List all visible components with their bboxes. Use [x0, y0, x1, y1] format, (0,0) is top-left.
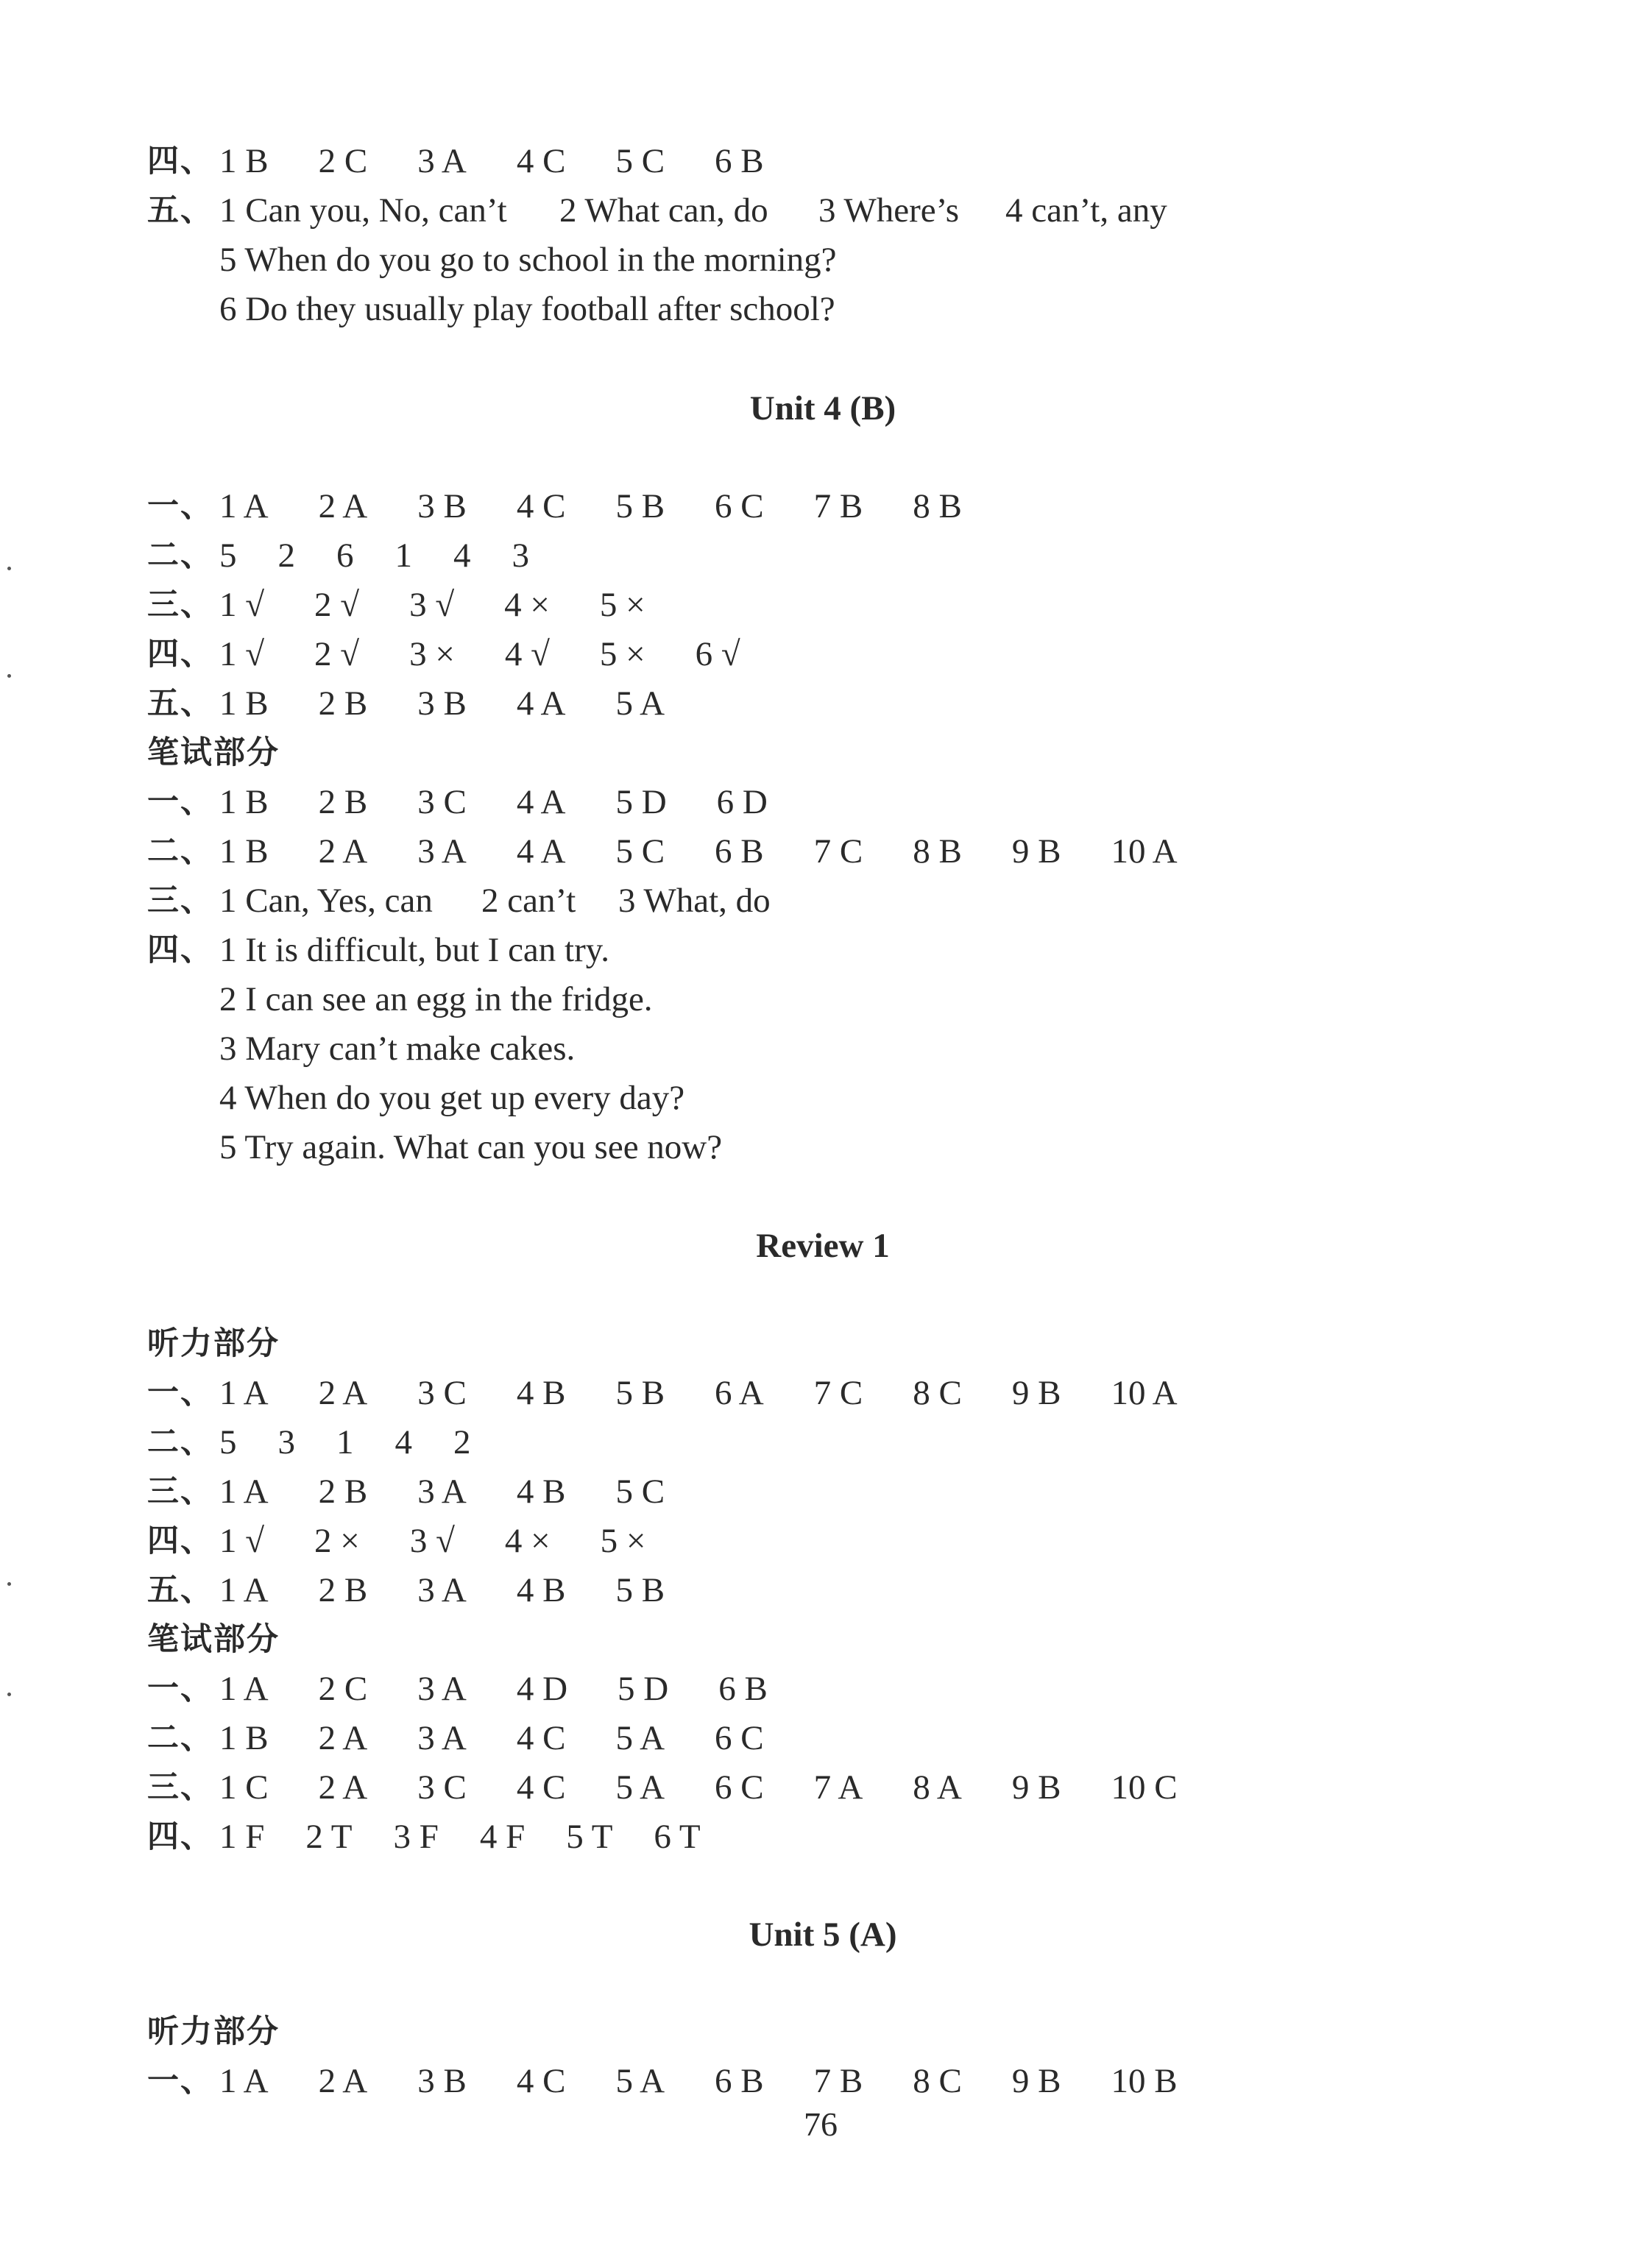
question-label: 一、 — [147, 488, 213, 525]
answer-item: 7 C — [813, 832, 863, 871]
answer-item: 3 What, do — [618, 882, 771, 920]
question-label: 三、 — [147, 882, 213, 919]
answer-item: 1 √ — [219, 1522, 265, 1560]
answer-items — [219, 827, 1228, 876]
answer-item: 2 × — [314, 1522, 360, 1560]
answer-item: 5 B — [615, 1571, 665, 1609]
answer-item: 9 B — [1011, 2062, 1061, 2100]
answer-items — [219, 679, 715, 728]
answer-item: 5 A — [615, 2062, 665, 2100]
question-label: 四、 — [147, 1818, 213, 1855]
answer-items — [219, 1763, 1228, 1812]
answer-item: 2 A — [318, 1768, 368, 1807]
answer-item: 1 A — [219, 1374, 269, 1412]
answer-item: 2 — [453, 1423, 471, 1461]
answer-item: 8 C — [913, 1374, 962, 1412]
answer-item: 4 F — [479, 1818, 526, 1856]
answer-item: 6 — [336, 536, 354, 575]
answer-item: 2 A — [318, 832, 368, 871]
answer-item: 10 B — [1111, 2062, 1178, 2100]
question-label: 一、 — [147, 2063, 213, 2099]
answer-item: 6 B — [715, 2062, 764, 2100]
part-title-written: 笔试部分 — [147, 734, 280, 771]
section-title-review-1: Review 1 — [756, 1227, 890, 1265]
answer-item: 1 Can you, No, can’t — [219, 191, 507, 230]
answer-item: 2 B — [318, 1473, 368, 1511]
section-title-unit-4b: Unit 4 (B) — [749, 389, 896, 428]
sentence-text: 3 Mary can’t make cakes. — [219, 1030, 576, 1068]
sentence-text: 6 Do they usually play football after school? — [219, 290, 835, 328]
answer-item: 2 A — [318, 1719, 368, 1757]
answer-item: 4 C — [516, 1768, 566, 1807]
answer-item: 7 B — [813, 2062, 863, 2100]
answer-item: 7 C — [813, 1374, 863, 1412]
answer-item: 4 — [453, 536, 471, 575]
answer-item: 6 B — [715, 142, 764, 180]
answer-item: 1 — [395, 536, 412, 575]
answer-item: 5 B — [615, 487, 665, 525]
answer-items — [219, 531, 570, 580]
question-label: 二、 — [147, 1720, 213, 1757]
answer-item: 5 T — [566, 1818, 613, 1856]
answer-item: 1 √ — [219, 586, 265, 624]
answer-item: 5 — [219, 1423, 237, 1461]
answer-item: 1 √ — [219, 635, 265, 673]
answer-item: 9 B — [1011, 1768, 1061, 1807]
scan-mark — [7, 1693, 11, 1696]
answer-item: 3 √ — [409, 586, 455, 624]
answer-item: 2 C — [318, 1670, 368, 1708]
question-label: 三、 — [147, 1473, 213, 1510]
answer-item: 5 C — [615, 1473, 665, 1511]
answer-item: 2 C — [318, 142, 368, 180]
answer-item: 5 A — [615, 684, 665, 723]
question-label: 三、 — [147, 587, 213, 623]
question-label: 四、 — [147, 932, 213, 968]
part-title-written: 笔试部分 — [147, 1621, 280, 1658]
answer-item: 3 B — [417, 487, 467, 525]
part-title-listening: 听力部分 — [147, 2013, 280, 2050]
answer-item: 1 B — [219, 1719, 269, 1757]
question-label: 二、 — [147, 833, 213, 870]
answer-items — [219, 2057, 1228, 2105]
answer-item: 3 F — [393, 1818, 439, 1856]
answer-item: 2 B — [318, 1571, 368, 1609]
answer-item: 1 A — [219, 1670, 269, 1708]
answer-item: 3 C — [417, 783, 467, 821]
answer-item: 4 C — [516, 2062, 566, 2100]
answer-item: 5 C — [615, 142, 665, 180]
answer-item: 6 D — [716, 783, 768, 821]
answer-item: 5 A — [615, 1768, 665, 1807]
answer-item: 4 A — [516, 832, 566, 871]
part-title-listening: 听力部分 — [147, 1325, 280, 1362]
answer-item: 4 A — [516, 783, 566, 821]
answer-item: 2 A — [318, 1374, 368, 1412]
answer-item: 3 B — [417, 684, 467, 723]
answer-item: 4 B — [516, 1473, 566, 1511]
answer-item: 8 C — [913, 2062, 962, 2100]
answer-item: 4 C — [516, 142, 566, 180]
sentence-text: 5 When do you go to school in the morning? — [219, 241, 837, 279]
answer-item: 1 Can, Yes, can — [219, 882, 433, 920]
answer-item: 6 B — [715, 832, 764, 871]
answer-item: 1 C — [219, 1768, 269, 1807]
scan-mark — [7, 567, 11, 570]
answer-item: 5 C — [615, 832, 665, 871]
answer-item: 5 D — [618, 1670, 669, 1708]
answer-items — [219, 137, 814, 185]
question-label: 四、 — [147, 143, 213, 180]
question-label: 五、 — [147, 685, 213, 722]
question-label: 一、 — [147, 784, 213, 821]
answer-item: 4 D — [516, 1670, 568, 1708]
answer-item: 3 × — [409, 635, 455, 673]
answer-item: 8 A — [913, 1768, 962, 1807]
question-label: 五、 — [147, 192, 213, 229]
answer-item: 6 A — [715, 1374, 764, 1412]
answer-item: 4 A — [516, 684, 566, 723]
answer-item: 2 can’t — [481, 882, 576, 920]
answer-item: 1 F — [219, 1818, 265, 1856]
answer-item: 4 can’t, any — [1005, 191, 1167, 230]
question-label: 二、 — [147, 1424, 213, 1461]
answer-item: 2 — [277, 536, 295, 575]
question-label: 一、 — [147, 1670, 213, 1707]
question-label: 二、 — [147, 537, 213, 574]
answer-item: 10 A — [1111, 832, 1178, 871]
question-label: 三、 — [147, 1769, 213, 1806]
answer-item: 7 A — [813, 1768, 863, 1807]
sentence-text: 5 Try again. What can you see now? — [219, 1128, 723, 1166]
answer-item: 1 A — [219, 2062, 269, 2100]
answer-item: 3 A — [417, 1670, 467, 1708]
answer-items — [219, 1517, 696, 1565]
answer-item: 4 — [395, 1423, 412, 1461]
answer-item: 3 √ — [409, 1522, 455, 1560]
answer-item: 2 What can, do — [559, 191, 768, 230]
answer-item: 5 D — [615, 783, 667, 821]
answer-item: 3 A — [417, 142, 467, 180]
page-number: 76 — [804, 2105, 838, 2143]
answer-item: 5 — [219, 536, 237, 575]
answer-item: 6 T — [654, 1818, 701, 1856]
answer-item: 3 — [277, 1423, 295, 1461]
answer-item: 6 √ — [695, 635, 740, 673]
answer-items — [219, 581, 696, 629]
answer-items — [219, 778, 818, 826]
answer-item: 1 A — [219, 1571, 269, 1609]
answer-items — [219, 1566, 715, 1615]
answer-item: 9 B — [1011, 832, 1061, 871]
answer-item: 4 C — [516, 1719, 566, 1757]
question-label: 四、 — [147, 1523, 213, 1559]
question-label: 一、 — [147, 1375, 213, 1411]
answer-item: 3 A — [417, 1719, 467, 1757]
answer-item: 5 A — [615, 1719, 665, 1757]
answer-item: 6 C — [715, 487, 764, 525]
answer-item: 4 √ — [504, 635, 550, 673]
answer-item: 4 B — [516, 1374, 566, 1412]
answer-items — [219, 1418, 512, 1467]
answer-items — [219, 1812, 742, 1861]
answer-item: 2 A — [318, 2062, 368, 2100]
answer-item: 5 × — [600, 1522, 646, 1560]
answer-items — [219, 1665, 818, 1713]
answer-item: 1 — [336, 1423, 354, 1461]
answer-item: 1 A — [219, 1473, 269, 1511]
answer-item: 1 B — [219, 142, 269, 180]
scan-mark — [7, 1582, 11, 1586]
sentence-text: 4 When do you get up every day? — [219, 1079, 685, 1117]
answer-item: 1 B — [219, 783, 269, 821]
answer-items — [219, 1467, 715, 1516]
section-title-unit-5a: Unit 5 (A) — [749, 1916, 897, 1954]
answer-item: 10 C — [1111, 1768, 1178, 1807]
answer-item: 3 C — [417, 1374, 467, 1412]
answer-item: 2 √ — [314, 586, 360, 624]
answer-item: 9 B — [1011, 1374, 1061, 1412]
answer-item: 8 B — [913, 832, 962, 871]
answer-item: 6 B — [718, 1670, 768, 1708]
answer-item: 5 × — [599, 635, 645, 673]
answer-item: 2 A — [318, 487, 368, 525]
answer-item: 3 C — [417, 1768, 467, 1807]
answer-item: 2 B — [318, 783, 368, 821]
answer-item: 6 C — [715, 1719, 764, 1757]
answer-item: 3 B — [417, 2062, 467, 2100]
question-label: 四、 — [147, 636, 213, 673]
answer-item: 2 B — [318, 684, 368, 723]
answer-item: 2 √ — [314, 635, 360, 673]
answer-item: 3 Where’s — [818, 191, 959, 230]
answer-item: 3 — [512, 536, 529, 575]
answer-item: 7 B — [813, 487, 863, 525]
answer-item: 3 A — [417, 1571, 467, 1609]
answer-items — [219, 1369, 1228, 1417]
answer-item: 5 B — [615, 1374, 665, 1412]
answer-item: 5 × — [599, 586, 645, 624]
answer-items — [219, 482, 1012, 531]
answer-item: 4 × — [504, 586, 550, 624]
sentence-text: 2 I can see an egg in the fridge. — [219, 980, 653, 1018]
answer-item: 1 A — [219, 487, 269, 525]
answer-item: 10 A — [1111, 1374, 1178, 1412]
answer-item: 4 C — [516, 487, 566, 525]
answer-item: 3 A — [417, 1473, 467, 1511]
answer-item: 3 A — [417, 832, 467, 871]
scan-mark — [7, 674, 11, 678]
answer-item: 4 × — [504, 1522, 551, 1560]
answer-item: 4 B — [516, 1571, 566, 1609]
sentence-text: 1 It is difficult, but I can try. — [219, 931, 609, 969]
answer-item: 2 T — [305, 1818, 353, 1856]
answer-items — [219, 1714, 814, 1762]
answer-item: 6 C — [715, 1768, 764, 1807]
answer-item: 1 B — [219, 684, 269, 723]
answer-item: 8 B — [913, 487, 962, 525]
answer-item: 1 B — [219, 832, 269, 871]
question-label: 五、 — [147, 1572, 213, 1609]
answer-items — [219, 630, 790, 678]
